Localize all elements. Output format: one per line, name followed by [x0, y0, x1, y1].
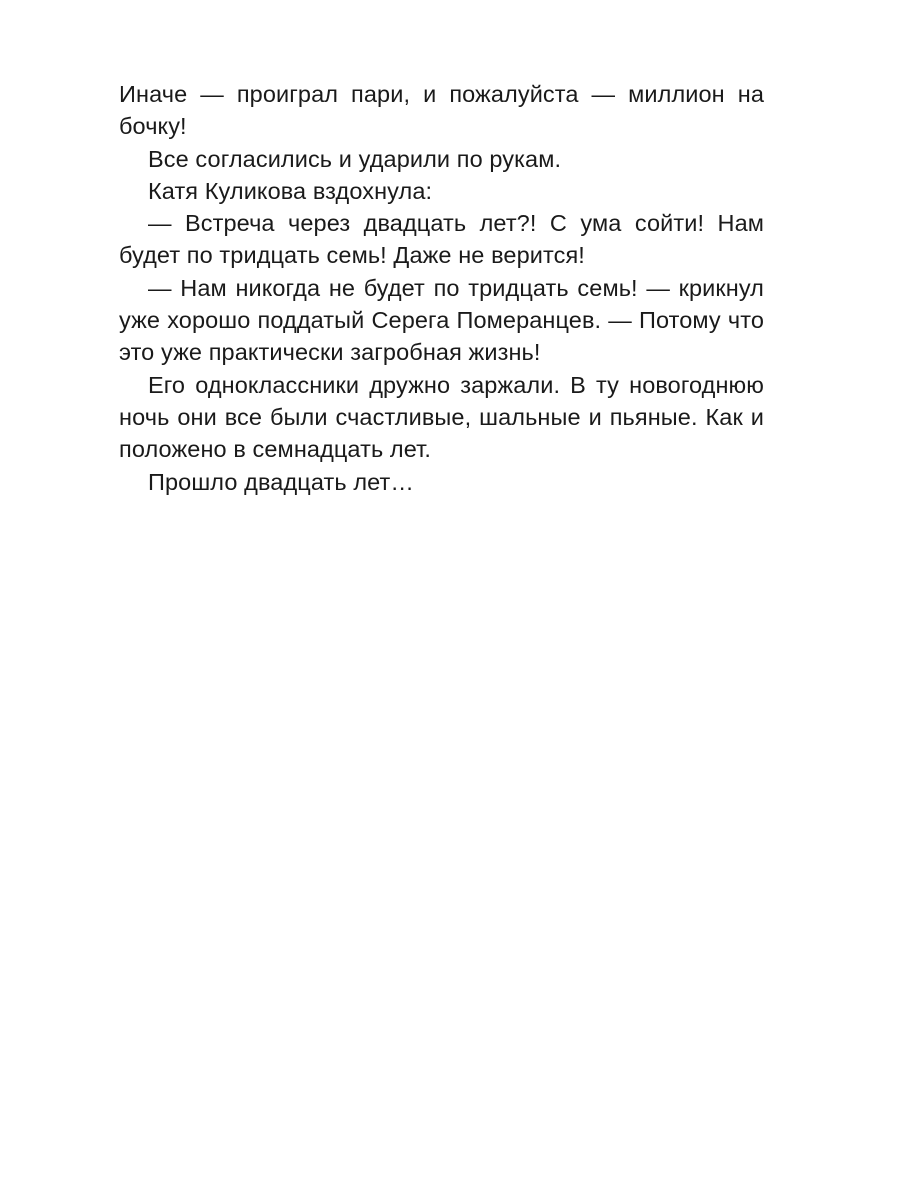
- paragraph: Катя Куликова вздохнула:: [148, 177, 433, 204]
- paragraph: Прошло двадцать лет…: [148, 468, 414, 495]
- body-text: [119, 78, 764, 498]
- paragraph: — Нам никогда не будет по тридцать семь! — крикнул уже хорошо поддатый Серега Померанцев. — Потому что это уже практически загробная жизнь!: [119, 274, 764, 366]
- paragraph: — Встреча через двадцать лет?! С ума сойти! Нам будет по тридцать семь! Даже не верится!: [119, 210, 764, 269]
- paragraph: Все согласились и ударили по рукам.: [148, 145, 562, 172]
- paragraph: Его одноклассники дружно заржали. В ту новогоднюю ночь они все были счастливые, шальные и пьяные. Как и положено в семнадцать лет.: [119, 371, 764, 463]
- paragraph: Иначе — проиграл пари, и пожалуйста — миллион на бочку!: [119, 81, 764, 140]
